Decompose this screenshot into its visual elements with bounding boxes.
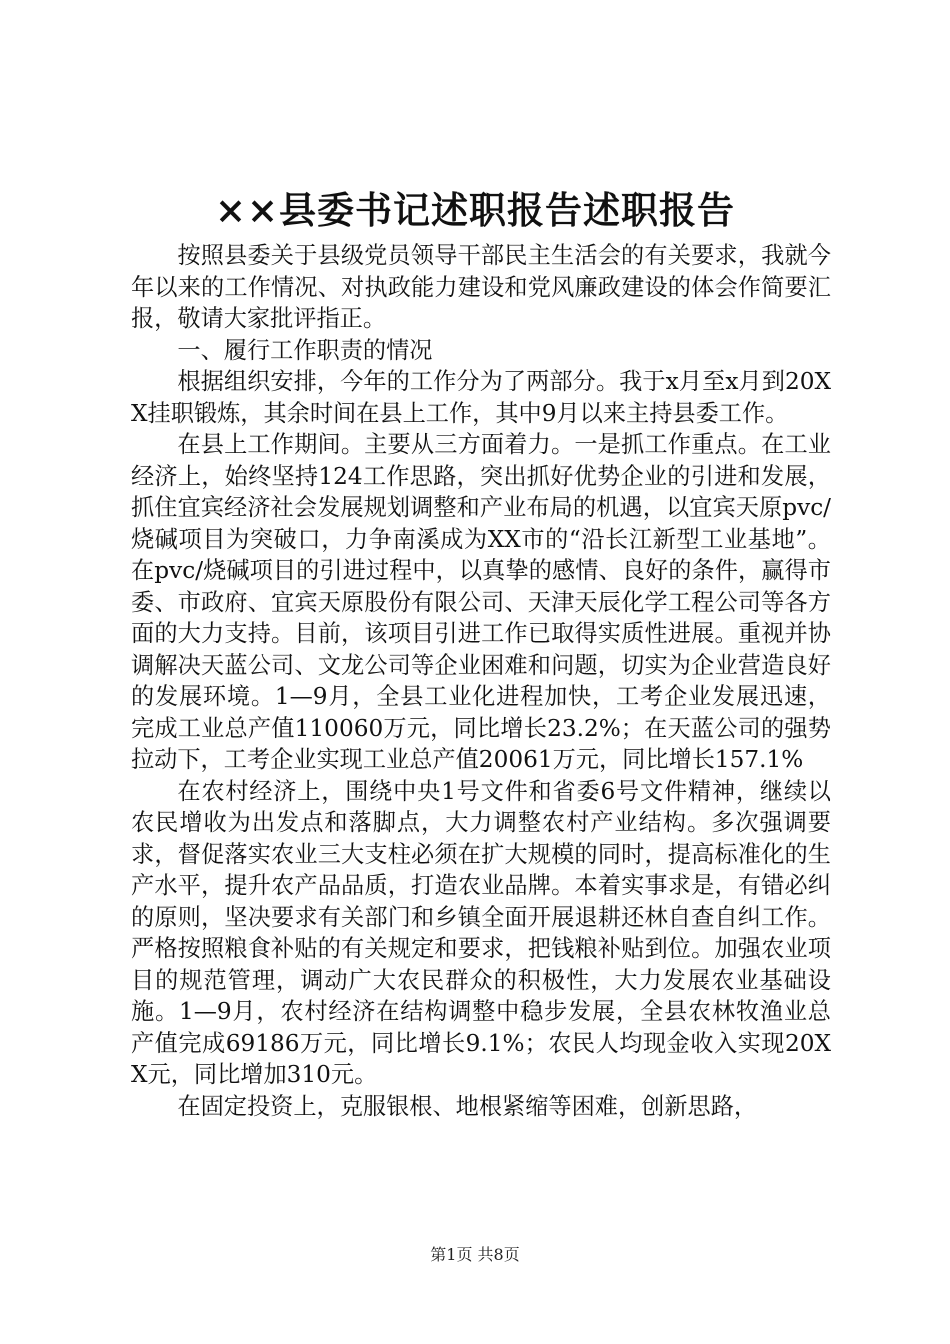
- section-heading: 一、履行工作职责的情况: [177, 336, 433, 364]
- paragraph-assignment: 根据组织安排，今年的工作分为了两部分。我于x月至x月到20XX挂职锻炼，其余时间在县上工作，其中9月以来主持县委工作。: [131, 368, 831, 427]
- document-body: [131, 240, 831, 1122]
- document-title: ××县委书记述职报告述职报告: [214, 188, 735, 232]
- page-indicator: 第1页 共8页: [430, 1245, 520, 1264]
- paragraph-industry: 在县上工作期间。主要从三方面着力。一是抓工作重点。在工业经济上，始终坚持124工作思路，突出抓好优势企业的引进和发展，抓住宜宾经济社会发展规划调整和产业布局的机遇，以宜宾天原pvc/烧碱项目为突破口，力争南溪成为XX市的“沿长江新型工业基地”。在pvc/烧碱项目的引进过程中，以真挚的感情、良好的条件，赢得市委、市政府、宜宾天原股份有限公司、天津天辰化学工程公司等各方面的大力支持。目前，该项目引进工作已取得实质性进展。重视并协调解决天蓝公司、文龙公司等企业困难和问题，切实为企业营造良好的发展环境。1—9月，全县工业化进程加快，工考企业发展迅速，完成工业总产值110060万元，同比增长23.2%；在天蓝公司的强势拉动下，工考企业实现工业总产值20061万元，同比增长157.1%: [131, 431, 831, 773]
- paragraph-fixed-investment: 在固定投资上，克服银根、地根紧缩等困难，创新思路，: [177, 1092, 758, 1120]
- paragraph-rural-economy: 在农村经济上，围绕中央1号文件和省委6号文件精神，继续以农民增收为出发点和落脚点，大力调整农村产业结构。多次强调要求，督促落实农业三大支柱必须在扩大规模的同时，提高标准化的生产水平，提升农产品品质，打造农业品牌。本着实事求是，有错必纠的原则，坚决要求有关部门和乡镇全面开展退耕还林自查自纠工作。严格按照粮食补贴的有关规定和要求，把钱粮补贴到位。加强农业项目的规范管理，调动广大农民群众的积极性，大力发展农业基础设施。1—9月，农村经济在结构调整中稳步发展，全县农林牧渔业总产值完成69186万元，同比增长9.1%；农民人均现金收入实现20XX元，同比增加310元。: [131, 777, 831, 1088]
- paragraph-intro: 按照县委关于县级党员领导干部民主生活会的有关要求，我就今年以来的工作情况、对执政能力建设和党风廉政建设的体会作简要汇报，敬请大家批评指正。: [131, 242, 831, 332]
